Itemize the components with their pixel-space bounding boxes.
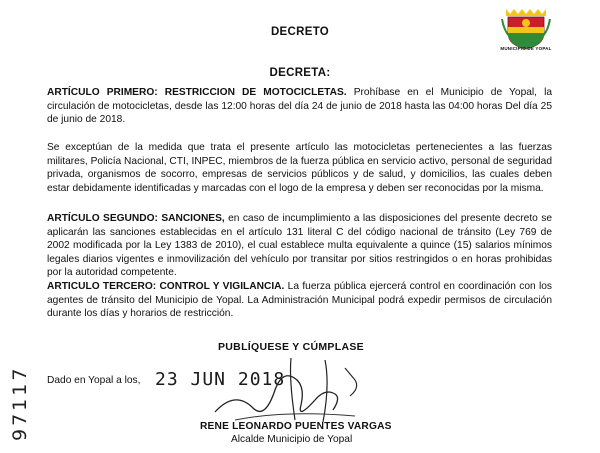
signer-name: RENE LEONARDO PUENTES VARGAS: [200, 421, 392, 432]
article-first: [47, 86, 552, 127]
logo-caption: MUNICIPIO DE YOPAL: [500, 46, 552, 51]
signer-position: Alcalde Municipio de Yopal: [231, 434, 353, 445]
article-third: [47, 280, 552, 321]
article-second: [47, 212, 552, 280]
publiquese-cumplase: PUBLÍQUESE Y CÚMPLASE: [218, 341, 364, 353]
article-first-body: Prohíbase en el Municipio de Yopal, la circulación de motocicletas, desde las 12:00 horas del día 24 de junio de 2018 hasta las 04:00 horas Del día 25 de junio de 2018.: [47, 87, 553, 126]
article-first-heading: ARTÍCULO PRIMERO: RESTRICCION DE MOTOCICLETAS.: [47, 87, 347, 98]
article-first-exceptions: [47, 141, 552, 195]
document-title: DECRETO: [270, 26, 330, 38]
article-first-exceptions-body: Se exceptúan de la medida que trata el presente artículo las motocicletas pertenecientes a las fuerzas militares, Policía Nacional, CTI, INPEC, miembros de la fuerza pública en servicio activo, personal de seguridad privada, organismos de socorro, empresas de servicios públicos y de salud, y domicilios, las cuales deben estar debidamente identificadas y marcadas con el logo de la empresa y deben ser reconocidas por la misma.: [47, 142, 552, 194]
date-stamp: 23 JUN 2018: [155, 369, 286, 390]
signature-icon: [205, 350, 380, 430]
document-subtitle: DECRETA:: [269, 67, 331, 79]
dado-en-label: Dado en Yopal a los,: [47, 375, 141, 386]
article-third-body: La fuerza pública ejercerá control en coordinación con los agentes de tránsito del Municipio de Yopal. La Administración Municipal podrá expedir permisos de circulación durante los días y horarios de restricción.: [47, 281, 553, 320]
article-second-heading: ARTÍCULO SEGUNDO: SANCIONES,: [47, 213, 225, 224]
article-second-body: en caso de incumplimiento a las disposiciones del presente decreto se aplicarán las sanciones establecidas en el artículo 131 literal C del código nacional de tránsito (Ley 769 de 2002 modificada por la Ley 1383 de 2010), el cual establece multa equivalente a quince (15) salarios mínimos legales diarios vigentes e inmovilización del vehículo por transitar por sitios restringidos o en horas prohibidas por la autoridad competente.: [47, 213, 552, 279]
document-stamp-number: 97117: [9, 365, 31, 441]
article-third-heading: ARTICULO TERCERO: CONTROL Y VIGILANCIA.: [47, 281, 285, 292]
